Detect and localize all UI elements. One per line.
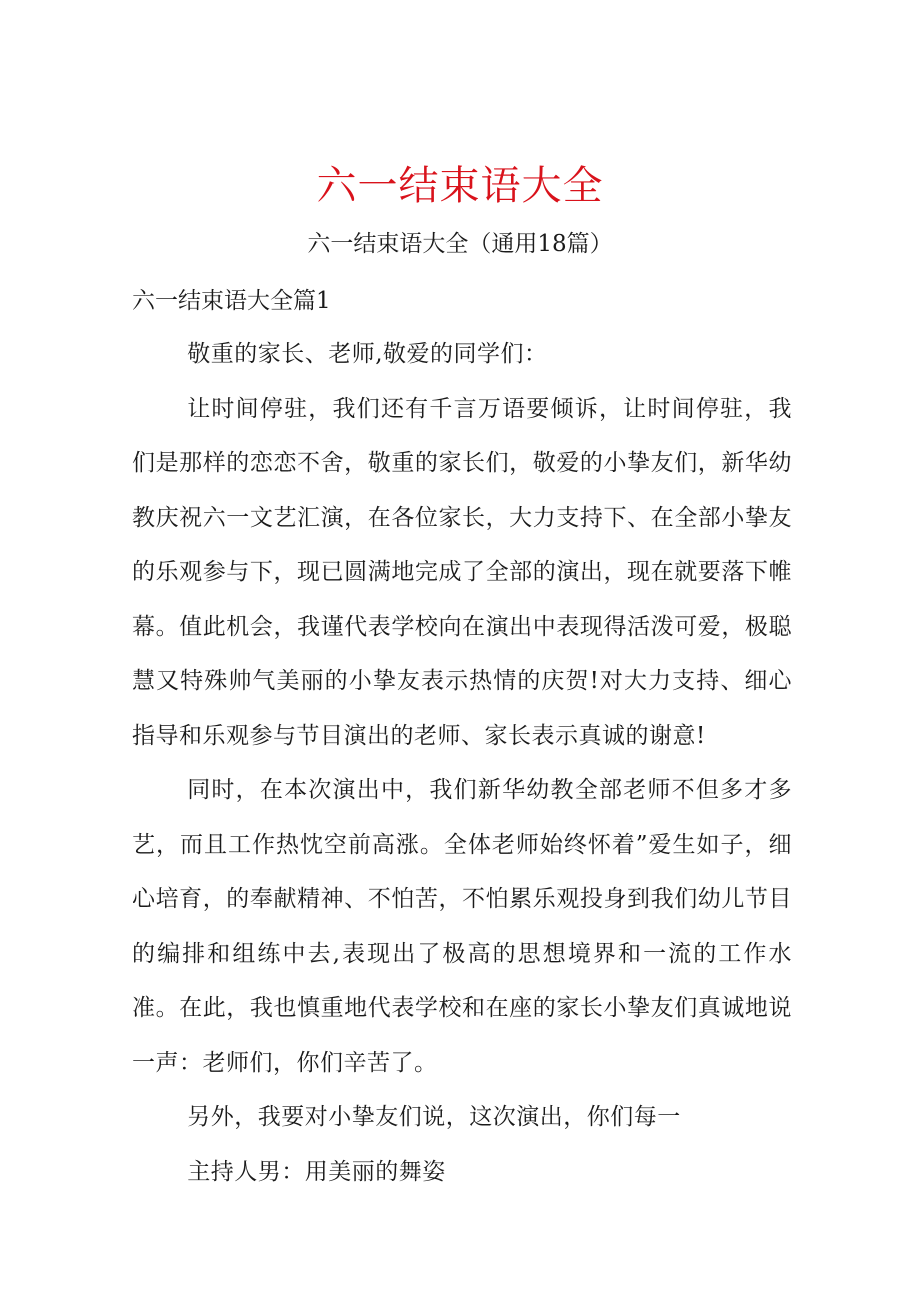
body-text: [132, 327, 792, 1199]
document-subtitle: 六一结束语大全（通用18篇）: [307, 231, 613, 257]
paragraph: 主持人男：用美丽的舞姿: [187, 1158, 446, 1185]
paragraph-greeting: 敬重的家长、老师,敬爱的同学们：: [187, 341, 548, 367]
paragraph: 同时，在本次演出中，我们新华幼教全部老师不但多才多艺，而且工作热忱空前高涨。全体老师始终怀着”爱生如子，细心培育，的奉献精神、不怕苦，不怕累乐观投身到我们幼儿节目的编排和组练中去,表现出了极高的思想境界和一流的工作水准。在此，我也慎重地代表学校和在座的家长小挚友们真诚地说一声：老师们，你们辛苦了。: [132, 777, 792, 1076]
paragraph: 让时间停驻，我们还有千言万语要倾诉，让时间停驻，我们是那样的恋恋不舍，敬重的家长们，敬爱的小挚友们，新华幼教庆祝六一文艺汇演，在各位家长，大力支持下、在全部小挚友的乐观参与下，现已圆满地完成了全部的演出，现在就要落下帷幕。值此机会，我谨代表学校向在演出中表现得活泼可爱，极聪慧又特殊帅气美丽的小挚友表示热情的庆贺!对大力支持、细心指导和乐观参与节目演出的老师、家长表示真诚的谢意!: [132, 395, 792, 749]
section-heading: 六一结束语大全篇1: [132, 288, 331, 314]
document-title: 六一结束语大全: [316, 163, 604, 209]
paragraph: 另外，我要对小挚友们说，这次演出，你们每一: [187, 1104, 681, 1130]
